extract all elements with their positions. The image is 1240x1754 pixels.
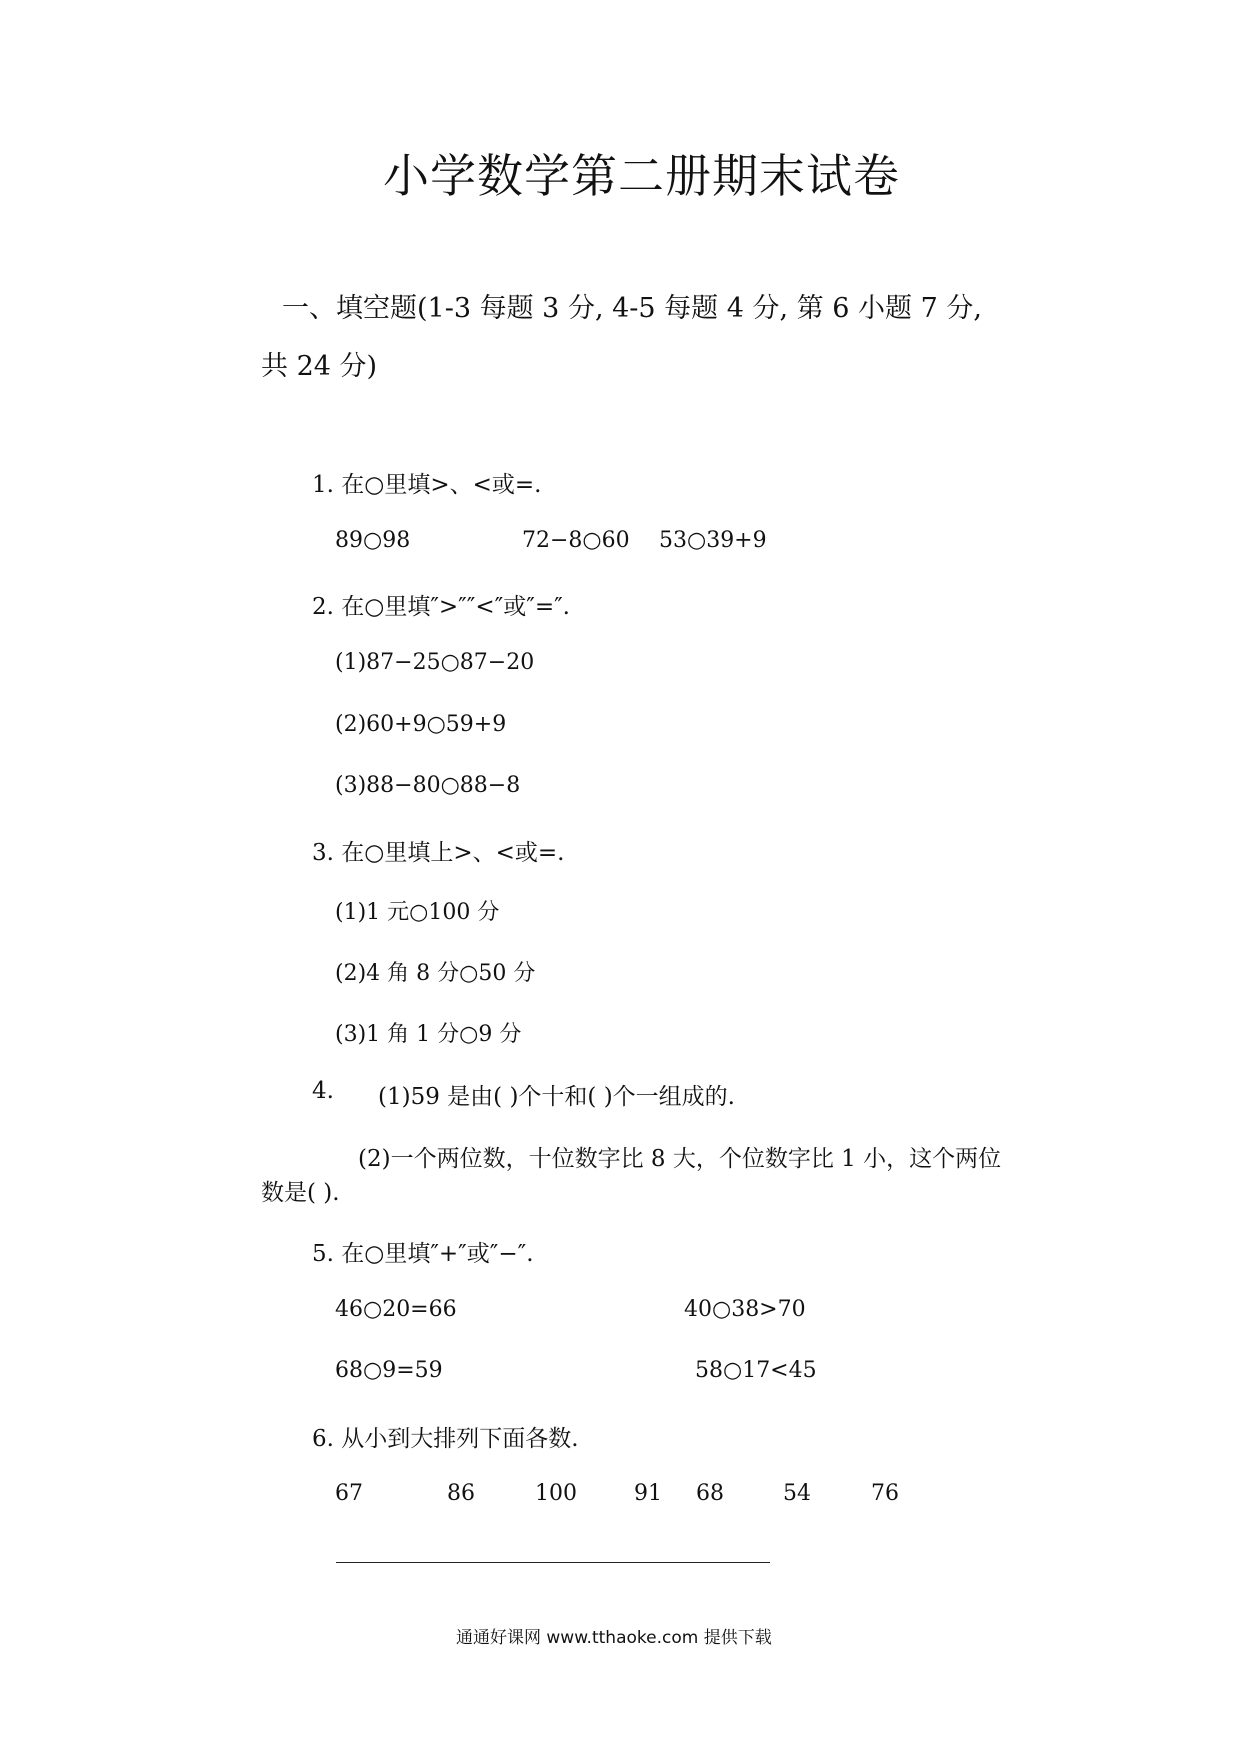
q3-prompt: 3. 在○里填上>、<或=. bbox=[312, 840, 565, 866]
q3-item: (2)4 角 8 分○50 分 bbox=[335, 961, 536, 986]
q2-item: (1)87−25○87−20 bbox=[335, 650, 535, 675]
q5-prompt: 5. 在○里填″+″或″−″. bbox=[312, 1241, 534, 1267]
q4-part1: (1)59 是由( )个十和( )个一组成的. bbox=[378, 1084, 735, 1110]
page-title: 小学数学第二册期末试卷 bbox=[383, 149, 900, 203]
q4-part2-line1: (2)一个两位数，十位数字比 8 大，个位数字比 1 小，这个两位 bbox=[358, 1146, 1002, 1172]
footer-credit: 通通好课网 www.tthaoke.com 提供下载 bbox=[456, 1628, 772, 1648]
section-heading-line1: 一、填空题(1-3 每题 3 分, 4-5 每题 4 分, 第 6 小题 7 分, bbox=[282, 293, 982, 324]
q6-number: 67 bbox=[335, 1481, 363, 1506]
q1-prompt: 1. 在○里填>、<或=. bbox=[312, 472, 542, 498]
q6-prompt: 6. 从小到大排列下面各数. bbox=[312, 1426, 579, 1452]
q4-number: 4. bbox=[312, 1078, 334, 1104]
q5-item: 68○9=59 bbox=[335, 1358, 443, 1383]
q2-prompt: 2. 在○里填″>″″<″或″=″. bbox=[312, 594, 570, 620]
q6-number: 68 bbox=[696, 1481, 724, 1506]
q5-item: 40○38>70 bbox=[684, 1297, 806, 1322]
q1-item: 72−8○60 bbox=[522, 528, 630, 553]
q6-number: 100 bbox=[535, 1481, 577, 1506]
q6-number: 86 bbox=[447, 1481, 475, 1506]
q4-part2-line2: 数是( ). bbox=[261, 1180, 340, 1206]
q3-item: (1)1 元○100 分 bbox=[335, 900, 500, 925]
q5-item: 46○20=66 bbox=[335, 1297, 457, 1322]
q2-item: (3)88−80○88−8 bbox=[335, 773, 521, 798]
q1-item: 89○98 bbox=[335, 528, 411, 553]
q6-number: 91 bbox=[634, 1481, 662, 1506]
section-heading-line2: 共 24 分) bbox=[261, 351, 378, 382]
answer-line bbox=[336, 1562, 770, 1563]
q1-item: 53○39+9 bbox=[659, 528, 767, 553]
q6-number: 76 bbox=[871, 1481, 899, 1506]
q5-item: 58○17<45 bbox=[695, 1358, 817, 1383]
q6-number: 54 bbox=[783, 1481, 811, 1506]
q2-item: (2)60+9○59+9 bbox=[335, 712, 507, 737]
q3-item: (3)1 角 1 分○9 分 bbox=[335, 1022, 522, 1047]
